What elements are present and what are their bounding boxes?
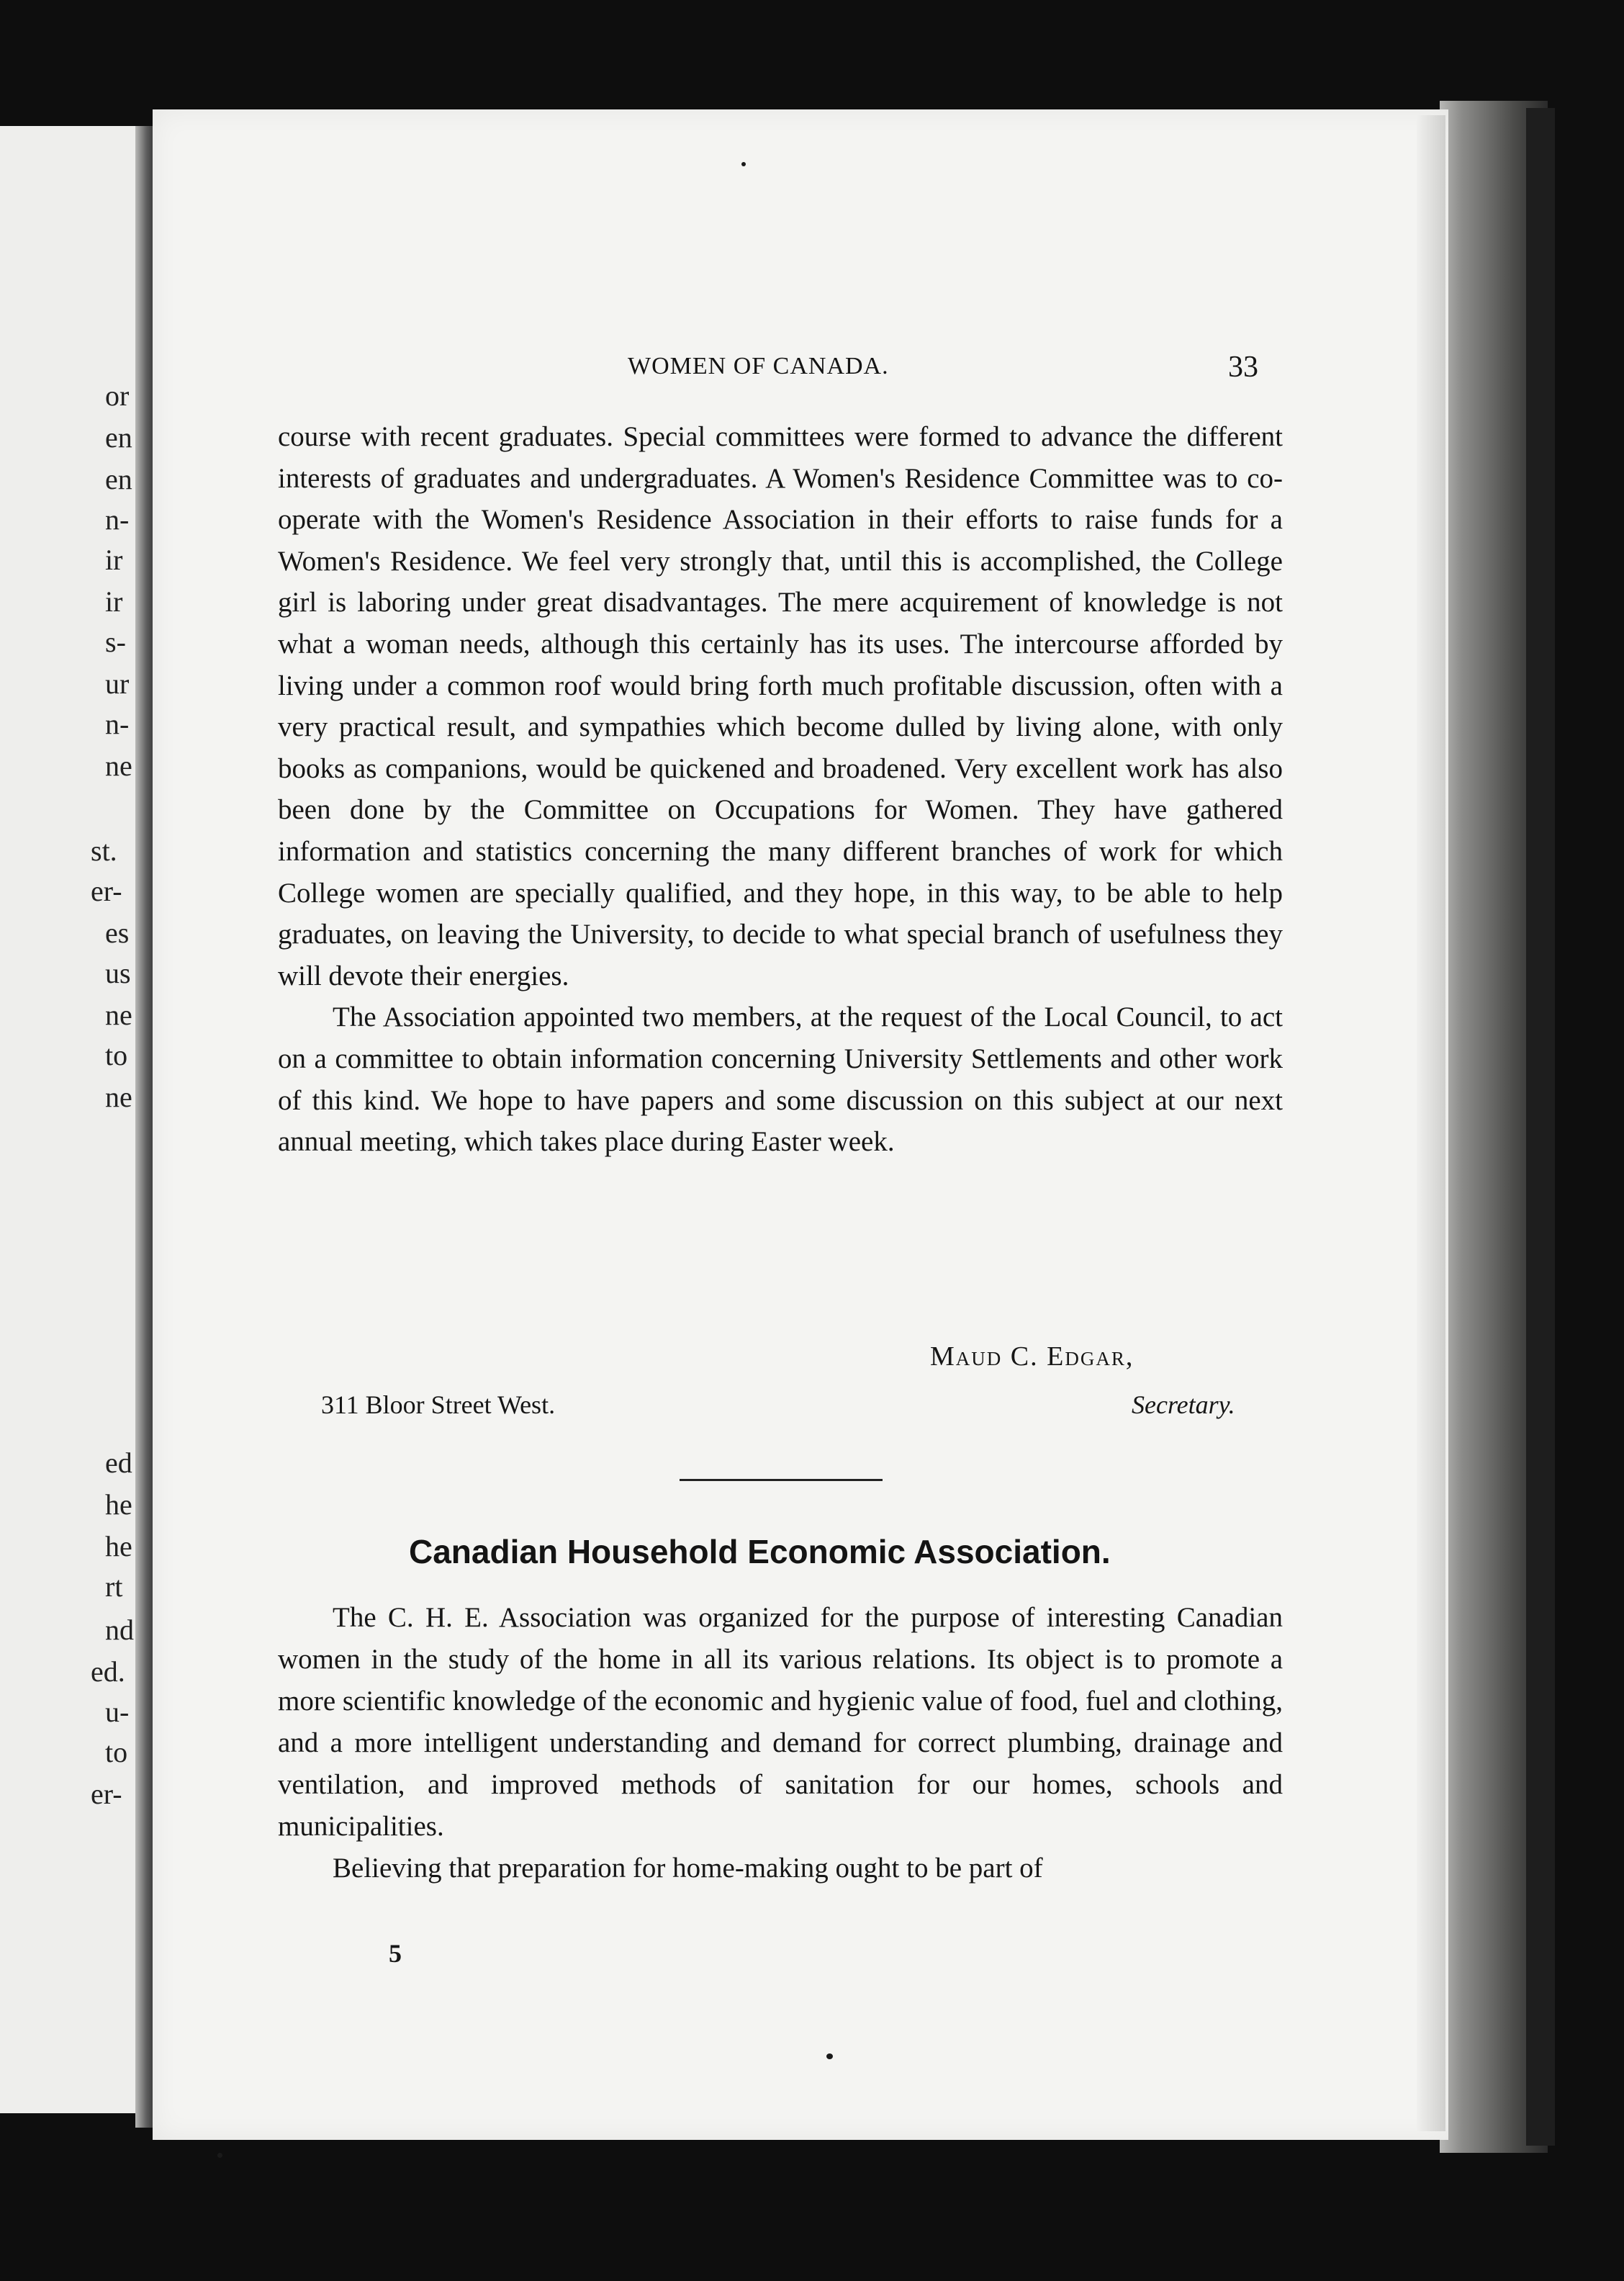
left-page-fragment: en xyxy=(105,421,132,454)
left-page-fragment: he xyxy=(105,1488,132,1521)
dust-speck xyxy=(217,2153,222,2158)
printer-signature-mark: 5 xyxy=(389,1939,402,1968)
book-cover-edge xyxy=(1526,108,1555,2146)
dust-speck xyxy=(741,162,746,166)
signature-title: Secretary. xyxy=(1132,1390,1235,1419)
book-gutter xyxy=(135,126,154,2128)
left-page-fragment: to xyxy=(105,1039,128,1071)
body-text xyxy=(278,416,1283,1163)
left-page-fragment: n- xyxy=(105,708,130,740)
left-page-fragment: rt xyxy=(105,1570,123,1603)
paragraph: Believing that preparation for home-making ought to be part of xyxy=(333,1853,1043,1884)
left-page-fragment: ur xyxy=(105,667,130,700)
signature-address: 311 Bloor Street West. xyxy=(321,1390,556,1419)
left-page-fragment: ne xyxy=(105,750,132,782)
left-page-fragment: er- xyxy=(91,875,122,907)
dust-speck xyxy=(826,2053,833,2059)
section-body-text xyxy=(278,1597,1283,1889)
page-edge-shadow xyxy=(1417,115,1445,2131)
page-number: 33 xyxy=(1228,351,1258,384)
left-page-fragment: st. xyxy=(91,834,117,867)
paragraph: The Association appointed two members, at the request of the Local Council, to act on a committee to obtain information concerning University Settlements and other work of this kind. We hope to have papers and some discussion on this subject at our next annual meeting, which takes place during Easter week. xyxy=(278,1002,1283,1158)
left-page-fragment: er- xyxy=(91,1778,122,1810)
left-page-fragment: es xyxy=(105,917,130,949)
left-page-fragment: he xyxy=(105,1530,132,1562)
left-page-fragment: s- xyxy=(105,626,126,658)
left-facing-page xyxy=(0,126,143,2113)
left-page-fragment: ed xyxy=(105,1447,132,1479)
left-page-fragment: nd xyxy=(105,1614,134,1646)
left-page-fragment: ir xyxy=(105,544,123,576)
left-page-fragment: en xyxy=(105,463,132,495)
section-heading: Canadian Household Economic Association. xyxy=(409,1533,1111,1570)
left-page-fragment: us xyxy=(105,957,131,989)
left-page-fragment: to xyxy=(105,1736,128,1768)
left-page-fragment: ne xyxy=(105,999,132,1031)
paragraph: course with recent graduates. Special committees were formed to advance the different interests of graduates and undergraduates. A Women's Residence Committee was to co-operate with the Women's Residence Association in their efforts to raise funds for a Women's Residence. We feel very strongly that, until this is accomplished, the College girl is laboring under great disadvantages. The mere acquirement of knowledge is not what a woman needs, although this certainly has its uses. The intercourse afforded by living under a common roof would bring forth much profitable discussion, often with a very practical result, and sympathies which become dulled by living alone, with only books as companions, would be quickened and broadened. Very excellent work has also been done by the Committee on Occupations for Women. They have gathered information and statistics concerning the many different branches of work for which College women are specially qualified, and they hope, in this way, to be able to help graduates, on leaving the University, to decide to what special branch of usefulness they will devote their energies. xyxy=(278,421,1283,991)
signature-name: Maud C. Edgar, xyxy=(930,1341,1134,1372)
running-head: WOMEN OF CANADA. xyxy=(628,353,889,379)
section-divider xyxy=(680,1479,883,1481)
left-page-fragment: n- xyxy=(105,503,130,536)
left-page-fragment: ed. xyxy=(91,1655,125,1688)
left-page-fragment: or xyxy=(105,379,130,412)
paragraph: The C. H. E. Association was organized for the purpose of interesting Canadian women in the study of the home in all its various relations. Its object is to promote a more scientific knowledge of the economic and hygienic value of food, fuel and clothing, and a more intelligent understanding and demand for correct plumbing, drainage and ventilation, and improved methods of sanitation for our homes, schools and municipalities. xyxy=(278,1602,1283,1842)
left-page-fragment: ir xyxy=(105,585,123,618)
left-page-fragment: ne xyxy=(105,1081,132,1113)
left-page-fragment: u- xyxy=(105,1696,130,1728)
